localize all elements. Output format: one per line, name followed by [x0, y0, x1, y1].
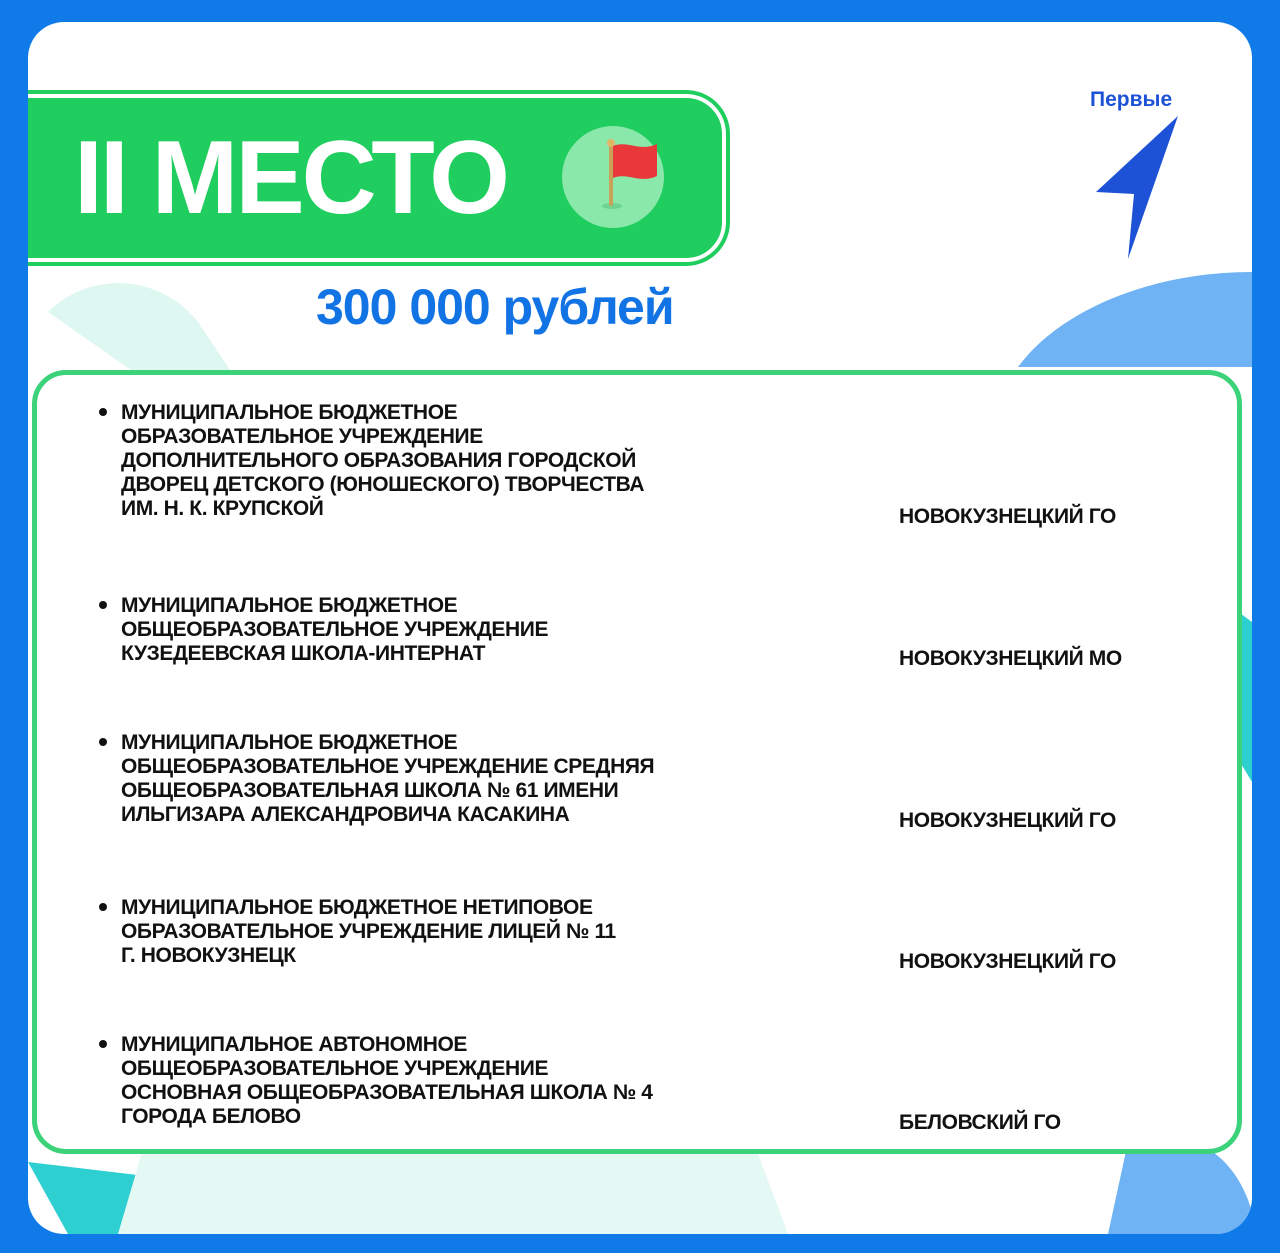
logo-text: Первые: [1090, 88, 1173, 111]
winners-panel: [32, 370, 1242, 1154]
institution-name: МУНИЦИПАЛЬНОЕ БЮДЖЕТНОЕ ОБЩЕОБРАЗОВАТЕЛЬНОЕ УЧРЕЖДЕНИЕ СРЕДНЯЯ ОБЩЕОБРАЗОВАТЕЛЬНАЯ ШКОЛА № 61 ИМЕНИ ИЛЬГИЗАРА АЛЕКСАНДРОВИЧА КАСАКИНА: [121, 731, 655, 826]
region-label: НОВОКУЗНЕЦКИЙ ГО: [899, 809, 1116, 832]
bullet: [99, 1040, 107, 1048]
institution-name: МУНИЦИПАЛЬНОЕ АВТОНОМНОЕ ОБЩЕОБРАЗОВАТЕЛЬНОЕ УЧРЕЖДЕНИЕ ОСНОВНАЯ ОБЩЕОБРАЗОВАТЕЛЬНАЯ ШКОЛА № 4 ГОРОДА БЕЛОВО: [121, 1033, 653, 1128]
prize-amount: 300 000 рублей: [316, 279, 674, 335]
region-label: НОВОКУЗНЕЦКИЙ ГО: [899, 950, 1116, 973]
red-flag-icon: [562, 126, 664, 228]
bullet: [99, 903, 107, 911]
institution-name: МУНИЦИПАЛЬНОЕ БЮДЖЕТНОЕ ОБЩЕОБРАЗОВАТЕЛЬНОЕ УЧРЕЖДЕНИЕ КУЗЕДЕЕВСКАЯ ШКОЛА-ИНТЕРНАТ: [121, 594, 549, 665]
bullet: [99, 601, 107, 609]
region-label: БЕЛОВСКИЙ ГО: [899, 1111, 1061, 1134]
flag-badge: [562, 126, 664, 228]
institution-name: МУНИЦИПАЛЬНОЕ БЮДЖЕТНОЕ НЕТИПОВОЕ ОБРАЗОВАТЕЛЬНОЕ УЧРЕЖДЕНИЕ ЛИЦЕЙ № 11 Г. НОВОКУЗНЕЦК: [121, 896, 616, 967]
place-title: II МЕСТО: [74, 120, 508, 236]
institution-name: МУНИЦИПАЛЬНОЕ БЮДЖЕТНОЕ ОБРАЗОВАТЕЛЬНОЕ УЧРЕЖДЕНИЕ ДОПОЛНИТЕЛЬНОГО ОБРАЗОВАНИЯ ГОРОДСКОЙ ДВОРЕЦ ДЕТСКОГО (ЮНОШЕСКОГО) ТВОРЧЕСТВА ИМ. Н. К. КРУПСКОЙ: [121, 401, 645, 520]
arrow-one-logo-icon: [1088, 114, 1188, 264]
bullet: [99, 738, 107, 746]
region-label: НОВОКУЗНЕЦКИЙ ГО: [899, 505, 1116, 528]
title-banner: [28, 94, 726, 262]
region-label: НОВОКУЗНЕЦКИЙ МО: [899, 647, 1122, 670]
bullet: [99, 408, 107, 416]
poster-card: [28, 22, 1252, 1234]
